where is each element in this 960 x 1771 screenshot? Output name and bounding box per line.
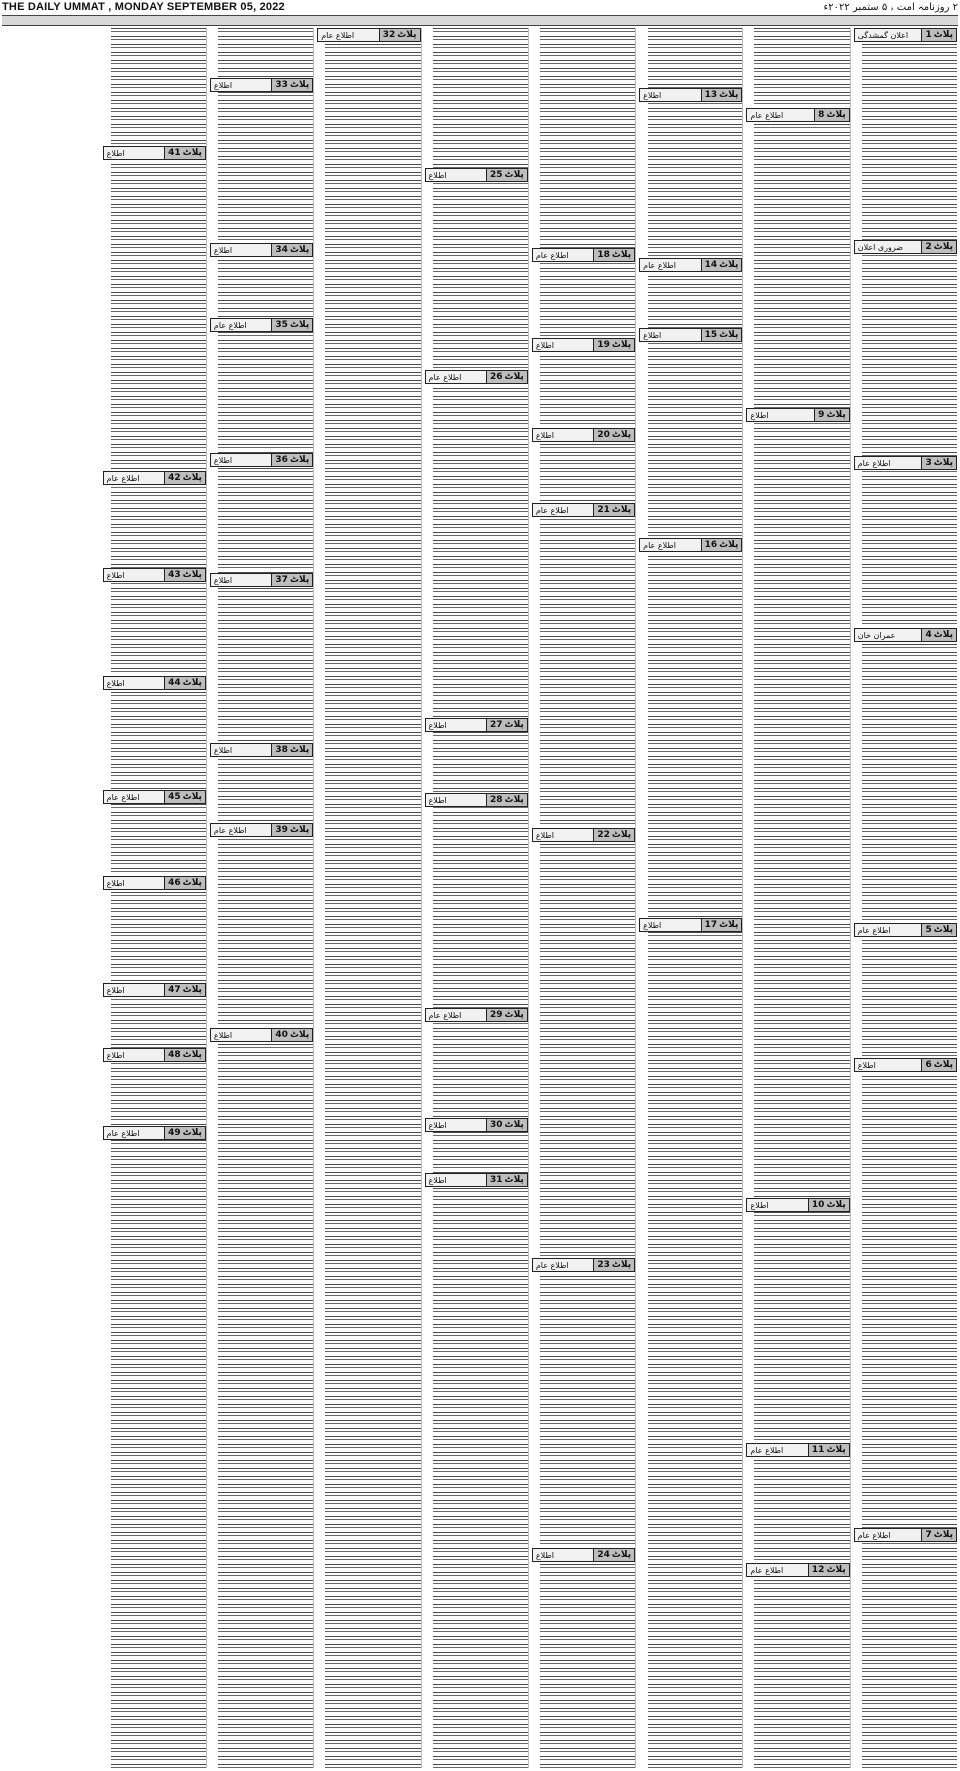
notice-header	[532, 828, 635, 842]
ad-column	[854, 28, 957, 1768]
notice-number: 42	[168, 473, 181, 483]
notice-title: اطلاع عام	[855, 457, 922, 469]
notice-plot-label: پلاٹ	[719, 330, 739, 340]
notice-tag	[164, 472, 205, 484]
notice-title: اطلاع عام	[104, 472, 165, 484]
notice-plot-label: پلاٹ	[719, 540, 739, 550]
notice-title: اطلاع	[426, 1174, 487, 1186]
notice-header	[103, 146, 206, 160]
notice-plot-label: پلاٹ	[611, 830, 632, 840]
notice-tag	[593, 829, 634, 841]
notice-plot-label: پلاٹ	[289, 80, 310, 90]
notice-tag	[921, 1059, 956, 1071]
notice-plot-label: پلاٹ	[289, 245, 310, 255]
notice-number: 45	[168, 792, 181, 802]
notice-tag	[701, 329, 742, 341]
notice-header	[639, 538, 742, 552]
notice-number: 2	[925, 242, 932, 252]
notice-title: اطلاع	[211, 744, 272, 756]
notice-tag	[486, 1009, 527, 1021]
notice-plot-label: پلاٹ	[182, 678, 202, 688]
notice-header	[103, 983, 206, 997]
masthead-english: THE DAILY UMMAT , MONDAY SEPTEMBER 05, 2022	[2, 1, 285, 13]
notice-title: اطلاع	[426, 1119, 487, 1131]
notice-plot-label: پلاٹ	[289, 575, 310, 585]
notice-plot-label: پلاٹ	[933, 458, 953, 468]
notice-tag	[164, 877, 205, 889]
notice-title: اطلاع عام	[211, 824, 272, 836]
notice-plot-label: پلاٹ	[611, 250, 632, 260]
notice-title: اطلاع	[533, 829, 594, 841]
notice-number: 24	[597, 1550, 610, 1560]
notice-title: اطلاع	[640, 329, 701, 341]
notice-title: اطلاع عام	[855, 1529, 922, 1541]
notice-plot-label: پلاٹ	[611, 1260, 632, 1270]
notice-header	[532, 1548, 635, 1562]
notice-title: اطلاع عام	[104, 1127, 165, 1139]
notice-tag	[701, 919, 742, 931]
notice-tag	[271, 319, 312, 331]
notice-number: 49	[168, 1128, 181, 1138]
notice-title: اطلاع عام	[855, 924, 922, 936]
notice-number: 34	[275, 245, 288, 255]
notice-plot-label: پلاٹ	[182, 1050, 202, 1060]
notice-plot-label: پلاٹ	[504, 372, 524, 382]
notice-title: اطلاع	[211, 244, 272, 256]
notice-number: 4	[925, 630, 932, 640]
notice-plot-label: پلاٹ	[289, 320, 310, 330]
notice-plot-label: پلاٹ	[182, 985, 202, 995]
ad-column	[103, 28, 207, 1768]
notice-header	[425, 793, 528, 807]
notice-plot-label: پلاٹ	[933, 630, 953, 640]
notice-number: 7	[925, 1530, 932, 1540]
notice-title: اطلاع عام	[533, 504, 594, 516]
notice-header	[532, 1258, 635, 1272]
notice-header	[210, 243, 313, 257]
notice-number: 32	[382, 30, 396, 40]
notice-header	[532, 503, 635, 517]
notice-tag	[921, 457, 956, 469]
notice-number: 22	[597, 830, 610, 840]
notice-number: 17	[704, 920, 718, 930]
notice-number: 39	[275, 825, 288, 835]
notice-title: اطلاع عام	[533, 1259, 594, 1271]
notice-number: 48	[168, 1050, 181, 1060]
notice-tag	[271, 744, 312, 756]
notice-title: اطلاع عام	[104, 791, 165, 803]
notice-number: 20	[597, 430, 610, 440]
notice-tag	[593, 1259, 634, 1271]
notice-title: اطلاع	[104, 569, 165, 581]
notice-number: 36	[275, 455, 288, 465]
notice-number: 18	[597, 250, 610, 260]
notice-title: اطلاع عام	[426, 371, 487, 383]
notice-plot-label: پلاٹ	[719, 90, 739, 100]
notice-plot-label: پلاٹ	[826, 110, 846, 120]
notice-title: اطلاع	[104, 984, 165, 996]
notice-title: اطلاع عام	[640, 259, 701, 271]
notice-tag	[271, 244, 312, 256]
notice-tag	[701, 259, 742, 271]
notice-header	[854, 1058, 957, 1072]
notice-plot-label: پلاٹ	[504, 795, 524, 805]
notice-header	[425, 370, 528, 384]
notice-title: اطلاع	[426, 719, 487, 731]
notice-header	[854, 456, 957, 470]
notice-title: اطلاع	[426, 169, 487, 181]
notice-plot-label: پلاٹ	[504, 1175, 524, 1185]
notice-tag	[271, 824, 312, 836]
notice-plot-label: پلاٹ	[611, 340, 632, 350]
notice-tag	[486, 794, 527, 806]
notice-plot-label: پلاٹ	[719, 260, 739, 270]
notice-header	[210, 453, 313, 467]
notice-number: 21	[597, 505, 610, 515]
notice-title: اطلاع	[533, 429, 594, 441]
classified-columns	[3, 28, 957, 1768]
masthead	[0, 0, 960, 14]
notice-plot-label: پلاٹ	[182, 473, 202, 483]
notice-tag	[164, 1127, 205, 1139]
notice-header	[103, 790, 206, 804]
notice-tag	[701, 89, 742, 101]
notice-plot-label: پلاٹ	[933, 30, 953, 40]
notice-plot-label: پلاٹ	[504, 170, 524, 180]
ad-column	[317, 28, 421, 1768]
notice-number: 35	[275, 320, 288, 330]
notice-plot-label: پلاٹ	[826, 1200, 846, 1210]
notice-title: اطلاع	[640, 89, 701, 101]
notice-number: 38	[275, 745, 288, 755]
notice-title: اطلاع	[104, 877, 165, 889]
notice-tag	[271, 79, 312, 91]
notice-plot-label: پلاٹ	[933, 242, 953, 252]
notice-tag	[164, 791, 205, 803]
notice-plot-label: پلاٹ	[826, 1565, 846, 1575]
notice-plot-label: پلاٹ	[182, 878, 202, 888]
notice-plot-label: پلاٹ	[933, 925, 953, 935]
notice-tag	[486, 1119, 527, 1131]
notice-plot-label: پلاٹ	[826, 410, 846, 420]
notice-tag	[814, 109, 849, 121]
notice-header	[103, 471, 206, 485]
notice-header	[425, 1173, 528, 1187]
notice-header	[639, 918, 742, 932]
notice-tag	[593, 339, 634, 351]
notice-title: اطلاع عام	[318, 29, 379, 41]
notice-tag	[486, 371, 527, 383]
notice-number: 13	[704, 90, 718, 100]
notice-title: اطلاع	[855, 1059, 922, 1071]
notice-plot-label: پلاٹ	[182, 570, 202, 580]
notice-header	[746, 408, 849, 422]
notice-tag	[486, 719, 527, 731]
notice-tag	[486, 1174, 527, 1186]
notice-number: 1	[925, 30, 932, 40]
notice-header	[854, 923, 957, 937]
notice-header	[425, 168, 528, 182]
ad-column	[210, 28, 314, 1768]
notice-plot-label: پلاٹ	[504, 720, 524, 730]
notice-header	[746, 1443, 849, 1457]
header-rule	[2, 15, 958, 26]
ad-column	[532, 28, 636, 1768]
notice-plot-label: پلاٹ	[933, 1060, 953, 1070]
notice-number: 8	[818, 110, 825, 120]
notice-plot-label: پلاٹ	[182, 148, 202, 158]
notice-header	[639, 88, 742, 102]
notice-number: 37	[275, 575, 288, 585]
notice-tag	[593, 504, 634, 516]
notice-tag	[593, 429, 634, 441]
notice-title: اطلاع عام	[747, 109, 814, 121]
notice-number: 10	[811, 1200, 825, 1210]
ad-column	[746, 28, 850, 1768]
notice-number: 47	[168, 985, 181, 995]
notice-tag	[808, 1444, 849, 1456]
notice-header	[854, 1528, 957, 1542]
notice-number: 11	[811, 1445, 825, 1455]
notice-tag	[164, 569, 205, 581]
notice-title: عمران خان	[855, 629, 922, 641]
notice-plot-label: پلاٹ	[289, 455, 310, 465]
notice-number: 9	[818, 410, 825, 420]
notice-title: اطلاع	[533, 339, 594, 351]
ad-column	[639, 28, 743, 1768]
notice-tag	[808, 1564, 849, 1576]
notice-title: اطلاع	[104, 147, 165, 159]
notice-number: 31	[490, 1175, 503, 1185]
notice-title: اطلاع	[211, 1029, 272, 1041]
notice-tag	[921, 629, 956, 641]
masthead-urdu: ۲ روزنامہ امت ، ۵ ستمبر ۲۰۲۲ء	[823, 1, 958, 13]
notice-title: اطلاع عام	[211, 319, 272, 331]
notice-header	[210, 573, 313, 587]
notice-tag	[271, 574, 312, 586]
notice-title: اطلاع	[211, 574, 272, 586]
notice-number: 46	[168, 878, 181, 888]
notice-header	[532, 428, 635, 442]
notice-title: اطلاع عام	[533, 249, 594, 261]
notice-number: 28	[490, 795, 503, 805]
notice-number: 25	[490, 170, 503, 180]
notice-number: 26	[490, 372, 503, 382]
notice-title: اعلان گمشدگی	[855, 29, 922, 41]
notice-header	[317, 28, 420, 42]
notice-tag	[593, 249, 634, 261]
notice-header	[103, 876, 206, 890]
notice-title: اطلاع	[640, 919, 701, 931]
notice-header	[425, 718, 528, 732]
notice-number: 15	[704, 330, 718, 340]
notice-plot-label: پلاٹ	[719, 920, 739, 930]
notice-number: 5	[925, 925, 932, 935]
notice-header	[746, 108, 849, 122]
notice-header	[210, 823, 313, 837]
notice-title: اطلاع عام	[640, 539, 701, 551]
notice-tag	[164, 984, 205, 996]
notice-title: اطلاع	[104, 677, 165, 689]
notice-plot-label: پلاٹ	[289, 745, 310, 755]
notice-tag	[921, 924, 956, 936]
notice-tag	[379, 29, 420, 41]
notice-title: اطلاع	[747, 1199, 808, 1211]
notice-title: اطلاع	[533, 1549, 594, 1561]
notice-title: اطلاع عام	[426, 1009, 487, 1021]
notice-header	[854, 240, 957, 254]
notice-title: اطلاع	[747, 409, 814, 421]
notice-header	[425, 1118, 528, 1132]
notice-plot-label: پلاٹ	[397, 30, 417, 40]
notice-header	[425, 1008, 528, 1022]
notice-header	[103, 1048, 206, 1062]
notice-header	[210, 743, 313, 757]
notice-header	[854, 28, 957, 42]
notice-tag	[164, 147, 205, 159]
notice-tag	[164, 1049, 205, 1061]
notice-header	[210, 318, 313, 332]
ad-column	[425, 28, 529, 1768]
notice-number: 44	[168, 678, 181, 688]
notice-title: اطلاع	[211, 454, 272, 466]
notice-tag	[814, 409, 849, 421]
notice-header	[532, 338, 635, 352]
notice-header	[532, 248, 635, 262]
notice-tag	[921, 241, 956, 253]
notice-number: 41	[168, 148, 181, 158]
notice-plot-label: پلاٹ	[289, 1030, 310, 1040]
notice-header	[103, 1126, 206, 1140]
notice-tag	[593, 1549, 634, 1561]
notice-plot-label: پلاٹ	[826, 1445, 846, 1455]
notice-title: ضروری اعلان	[855, 241, 922, 253]
notice-tag	[808, 1199, 849, 1211]
notice-plot-label: پلاٹ	[182, 1128, 202, 1138]
notice-title: اطلاع	[104, 1049, 165, 1061]
notice-tag	[921, 29, 956, 41]
notice-header	[210, 78, 313, 92]
notice-number: 43	[168, 570, 181, 580]
notice-number: 27	[490, 720, 503, 730]
notice-plot-label: پلاٹ	[611, 505, 632, 515]
notice-plot-label: پلاٹ	[611, 430, 632, 440]
notice-header	[103, 676, 206, 690]
notice-number: 14	[704, 260, 718, 270]
notice-plot-label: پلاٹ	[933, 1530, 953, 1540]
notice-title: اطلاع عام	[747, 1444, 808, 1456]
notice-plot-label: پلاٹ	[611, 1550, 632, 1560]
notice-title: اطلاع	[211, 79, 272, 91]
notice-tag	[486, 169, 527, 181]
notice-number: 29	[490, 1010, 503, 1020]
notice-number: 40	[275, 1030, 288, 1040]
notice-header	[210, 1028, 313, 1042]
notice-plot-label: پلاٹ	[289, 825, 310, 835]
notice-plot-label: پلاٹ	[504, 1010, 524, 1020]
notice-number: 3	[925, 458, 932, 468]
notice-tag	[921, 1529, 956, 1541]
notice-tag	[701, 539, 742, 551]
notice-header	[854, 628, 957, 642]
notice-number: 6	[925, 1060, 932, 1070]
notice-header	[639, 258, 742, 272]
notice-number: 16	[704, 540, 718, 550]
notice-number: 12	[811, 1565, 825, 1575]
notice-header	[103, 568, 206, 582]
notice-plot-label: پلاٹ	[504, 1120, 524, 1130]
notice-number: 30	[490, 1120, 503, 1130]
notice-title: اطلاع	[426, 794, 487, 806]
notice-header	[746, 1563, 849, 1577]
notice-number: 33	[275, 80, 288, 90]
notice-tag	[271, 454, 312, 466]
notice-plot-label: پلاٹ	[182, 792, 202, 802]
notice-title: اطلاع عام	[747, 1564, 808, 1576]
notice-tag	[164, 677, 205, 689]
notice-header	[639, 328, 742, 342]
notice-number: 19	[597, 340, 610, 350]
notice-tag	[271, 1029, 312, 1041]
notice-number: 23	[597, 1260, 610, 1270]
notice-header	[746, 1198, 849, 1212]
